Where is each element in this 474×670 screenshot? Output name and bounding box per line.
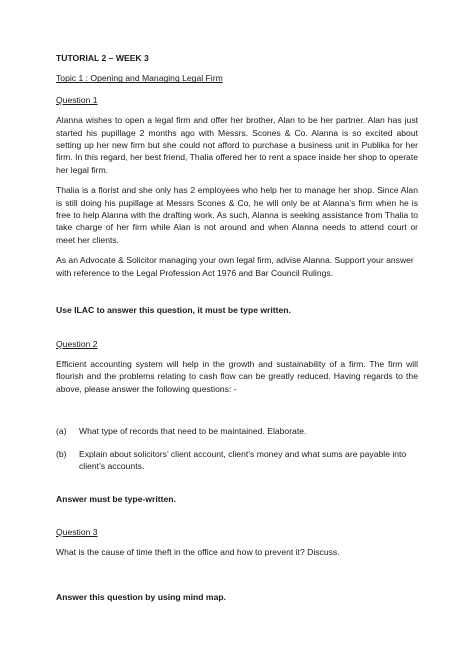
question-1-heading: Question 1 (56, 94, 98, 105)
question-2-paragraph-1: Efficient accounting system will help in the growth and sustainability of a firm. The firm will flourish and the problems relating to cash flow can be greatly reduced. Having regards to the above, please answer the following questions: - (56, 358, 418, 394)
question-2-instruction: Answer must be type-written. (56, 494, 176, 505)
question-3-heading: Question 3 (56, 526, 98, 537)
document-title: TUTORIAL 2 – WEEK 3 (56, 53, 149, 63)
list-marker: (a) (56, 426, 67, 437)
question-1-paragraph-3: As an Advocate & Solicitor managing your own legal firm, advise Alanna. Support your answer with reference to the Legal Profession Act 1976 and Bar Council Rulings. (56, 255, 414, 278)
topic-heading: Topic 1 : Opening and Managing Legal Firm (56, 73, 223, 84)
question-3-instruction: Answer this question by using mind map. (56, 591, 226, 602)
question-2-heading: Question 2 (56, 338, 98, 349)
question-2-list (56, 425, 418, 472)
list-item-text: What type of records that need to be maintained. Elaborate. (79, 426, 307, 437)
document-content (56, 52, 418, 603)
question-3-paragraph-1: What is the cause of time theft in the office and how to prevent it? Discuss. (56, 547, 340, 558)
question-1-paragraph-2: Thalia is a florist and she only has 2 employees who help her to manage her shop. Since Alan is still doing his pupillage at Messrs Scones & Co, he will only be at Alanna’s firm when he is free to help Alanna with the drafting work. As such, Alanna is seeking assistance from Thalia to take charge of her firm while Alan is not around and when Alanna needs to attend court or meet her clients. (56, 185, 418, 245)
question-1-instruction: Use ILAC to answer this question, it must be type written. (56, 305, 291, 316)
list-item-text: Explain about solicitors’ client account, client’s money and what sums are payable into client’s accounts. (79, 448, 407, 471)
list-item (56, 425, 418, 437)
list-item (56, 448, 418, 473)
list-marker: (b) (56, 448, 67, 459)
question-1-paragraph-1: Alanna wishes to open a legal firm and offer her brother, Alan to be her partner. Alan has just started his pupillage 2 months ago with Messrs. Scones & Co. Alanna is so excited about setting up her new firm but she could not afford to purchase a business unit in Publika for her firm. In this regard, her best friend, Thalia offered her to rent a space inside her shop to operate her legal firm. (56, 115, 418, 175)
